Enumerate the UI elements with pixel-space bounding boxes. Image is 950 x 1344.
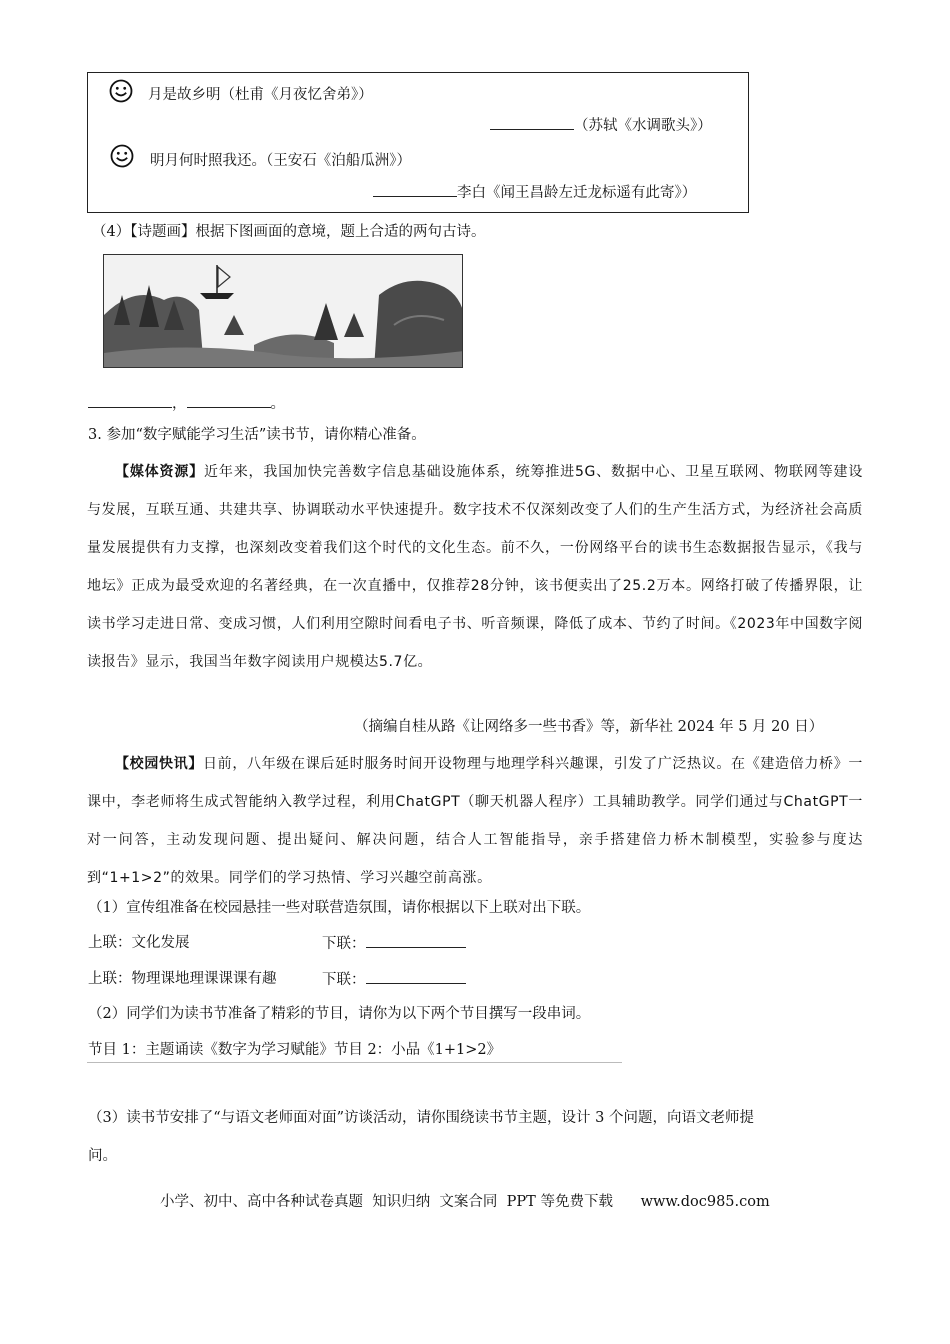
- couplet-1-blank[interactable]: [366, 933, 466, 948]
- answer-line[interactable]: [87, 1062, 622, 1063]
- question-4: （4）【诗题画】根据下图画面的意境，题上合适的两句古诗。: [92, 224, 486, 240]
- poem-line-1: 月是故乡明（杜甫《月夜忆舍弟》）: [148, 87, 373, 103]
- couplet-2-blank[interactable]: [366, 969, 466, 984]
- program-list: 节目 1：主题诵读《数字为学习赋能》节目 2：小品《1+1>2》: [88, 1042, 502, 1058]
- campus-label: 【校园快讯】: [115, 756, 204, 772]
- campus-news-paragraph: [87, 745, 863, 897]
- poem-blank-2[interactable]: [373, 182, 457, 197]
- campus-text: 日前，八年级在课后延时服务时间开设物理与地理学科兴趣课，引发了广泛热议。在《建造倍力桥》一课中，李老师将生成式智能纳入教学过程，利用ChatGPT（聊天机器人程序）工具辅助教学。同学们通过与ChatGPT一对一问答，主动发现问题、提出疑问、解决问题，结合人工智能指导，亲手搭建倍力桥木制模型，实验参与度达到“1+1>2”的效果。同学们的学习热情、学习兴趣空前高涨。: [87, 756, 863, 886]
- couplet-1-down-label: 下联：: [322, 936, 366, 952]
- landscape-painting: [103, 254, 463, 368]
- couplet-2-up: 上联：物理课地理课课课有趣: [88, 971, 277, 987]
- media-text: 近年来，我国加快完善数字信息基础设施体系，统筹推进5G、数据中心、卫星互联网、物联网等建设与发展，互联互通、共建共享、协调联动水平快速提升。数字技术不仅深刻改变了人们的生产生活方式，为经济社会高质量发展提供有力支撑，也深刻改变着我们这个时代的文化生态。前不久，一份网络平台的读书生态数据报告显示，《我与地坛》正成为最受欢迎的名著经典，在一次直播中，仅推荐28分钟，该书便卖出了25.2万本。网络打破了传播界限，让读书学习走进日常、变成习惯，人们利用空隙时间看电子书、听音频课，降低了成本、节约了时间。《2023年中国数字阅读报告》显示，我国当年数字阅读用户规模达5.7亿。: [87, 464, 863, 670]
- media-source: （摘编自桂从路《让网络多一些书香》等，新华社 2024 年 5 月 20 日）: [354, 719, 824, 735]
- couplet-1-down: [322, 933, 466, 954]
- media-label: 【媒体资源】: [115, 464, 205, 480]
- sub-question-1: （1）宣传组准备在校园悬挂一些对联营造氛围，请你根据以下上联对出下联。: [88, 900, 591, 916]
- poem-line-3: 明月何时照我还。（王安石《泊船瓜洲》）: [150, 153, 411, 169]
- sub-question-2: （2）同学们为读书节准备了精彩的节目，请你为以下两个节目撰写一段串词。: [88, 1006, 591, 1022]
- answer-comma: ，: [172, 396, 187, 412]
- q4-answer-line: [88, 393, 285, 414]
- answer-blank-2[interactable]: [187, 393, 271, 408]
- poem-line-2: [490, 115, 712, 136]
- couplet-2-down-label: 下联：: [322, 972, 366, 988]
- sub-question-3-line2: 问。: [88, 1148, 117, 1164]
- question-3-title: 3. 参加“数字赋能学习生活”读书节，请你精心准备。: [88, 427, 426, 443]
- poem-line-4: [373, 182, 696, 203]
- smiley-icon: [110, 144, 134, 168]
- couplet-2-down: [322, 969, 466, 990]
- media-resource-paragraph: [87, 453, 863, 681]
- poem-line-4-text: 李白《闻王昌龄左迁龙标遥有此寄》）: [457, 185, 697, 201]
- couplet-1-up: 上联：文化发展: [88, 935, 190, 951]
- sub-question-3-line1: （3）读书节安排了“与语文老师面对面”访谈活动，请你围绕读书节主题，设计 3 个问题，向语文老师提: [88, 1110, 754, 1126]
- page-footer: 小学、初中、高中各种试卷真题 知识归纳 文案合同 PPT 等免费下载 www.doc985.com: [160, 1194, 770, 1210]
- smiley-icon: [109, 79, 133, 103]
- answer-blank-1[interactable]: [88, 393, 172, 408]
- poem-line-2-text: （苏轼《水调歌头》）: [574, 118, 712, 134]
- answer-period: 。: [270, 396, 285, 412]
- landscape-illustration: [104, 255, 463, 368]
- poem-blank-1[interactable]: [490, 115, 574, 130]
